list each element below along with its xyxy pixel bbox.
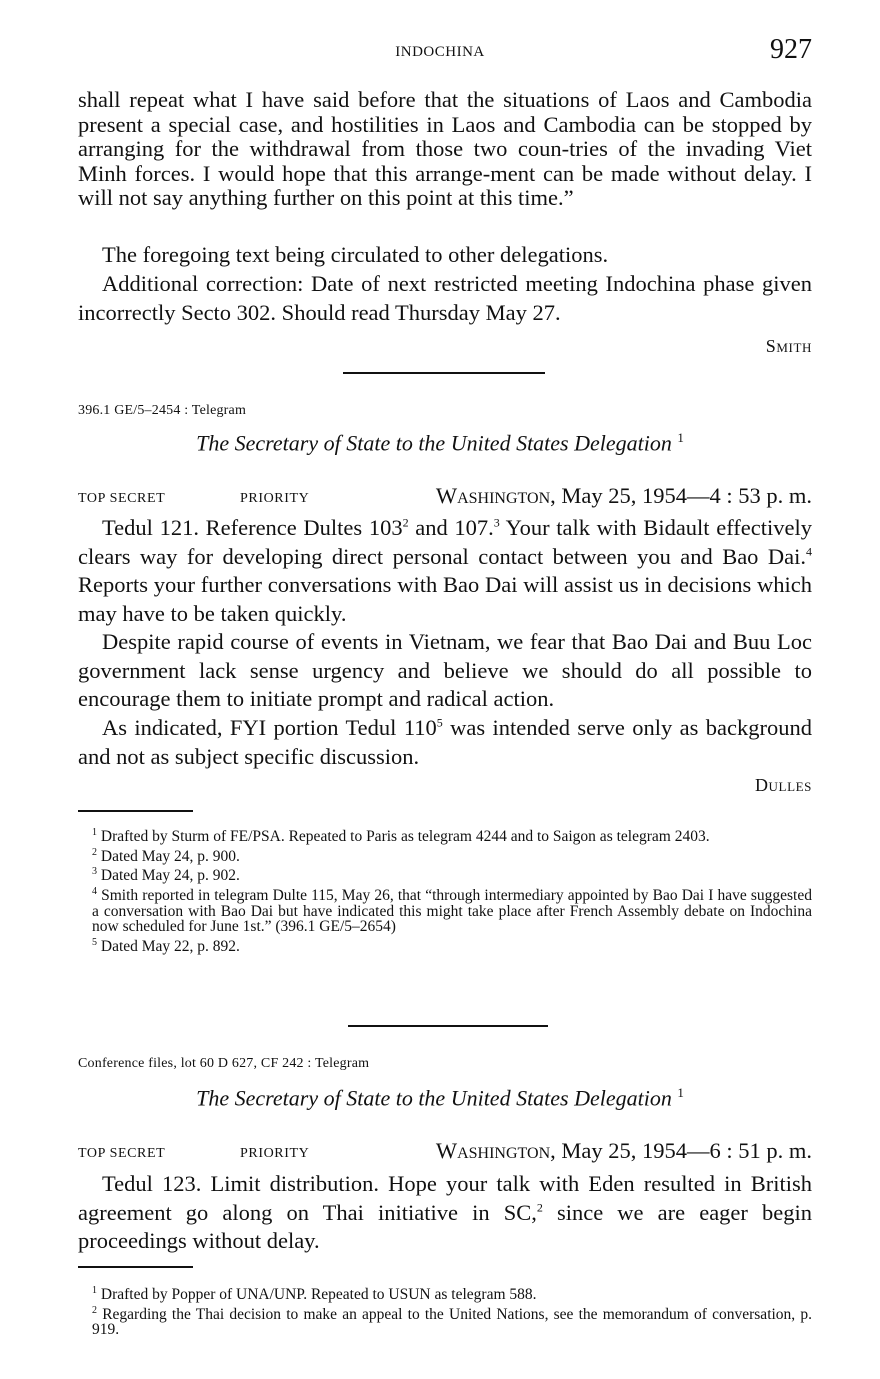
- footnote-marker: 4: [806, 544, 812, 558]
- footnote-number: 3: [92, 866, 97, 878]
- text-run: Your talk with Bidault effectively clears way for developing direct personal contact between you and Bao Dai.: [78, 515, 812, 569]
- section-divider: [343, 372, 545, 374]
- footnote-text: Dated May 22, p. 892.: [100, 937, 240, 955]
- footnote-marker: 5: [436, 715, 443, 730]
- file-reference: Conference files, lot 60 D 627, CF 242 : Telegram: [78, 1056, 370, 1071]
- footnote: [78, 1283, 812, 1303]
- telegram-paragraph: [78, 514, 812, 628]
- telegram-header: [78, 1138, 812, 1168]
- footnote-number: 2: [92, 846, 97, 858]
- text-run: Tedul 123. Limit distribution. Hope your talk with Eden resulted in British agreement go along on Thai initiative in SC,: [78, 1171, 812, 1225]
- footnote: [78, 825, 812, 845]
- priority: PRIORITY: [240, 491, 310, 506]
- footnote: [78, 864, 812, 884]
- footnote-text: Drafted by Sturm of FE/PSA. Repeated to Paris as telegram 4244 and to Saigon as telegram 2403.: [100, 828, 710, 846]
- footnote-number: 1: [92, 1285, 97, 1296]
- document-title: [0, 1085, 880, 1111]
- footnote: [78, 1303, 812, 1338]
- signature-dulles: Dulles: [754, 775, 812, 795]
- document-title-text: The Secretary of State to the United States Delegation: [196, 1085, 672, 1111]
- footnote-marker: 2: [402, 515, 409, 530]
- footnote-marker: 1: [677, 430, 684, 445]
- page-number: 927: [770, 34, 812, 65]
- telegram-paragraph: [78, 1170, 812, 1256]
- footnote-marker: 2: [536, 1200, 543, 1214]
- classification: TOP SECRET: [78, 1146, 166, 1161]
- correction-paragraph: Additional correction: Date of next restricted meeting Indochina phase given incorrectly Secto 302. Should read Thursday May 27.: [78, 271, 812, 325]
- footnote-text: Smith reported in telegram Dulte 115, May 26, that “through intermediary appointed by Bao Dai I have suggested a conversation with Bao Dai but have indicated this might take place after French Assembly debate on Indochina now scheduled for June 1st.” (396.1 GE/5–2654): [92, 887, 812, 936]
- priority: PRIORITY: [240, 1146, 310, 1161]
- footnote-rule: [78, 1266, 193, 1268]
- dateline-time: , May 25, 1954—6 : 51 p. m.: [550, 1138, 812, 1163]
- dateline: [436, 483, 812, 509]
- telegram-header: [78, 483, 812, 513]
- footnote: [78, 845, 812, 865]
- classification: TOP SECRET: [78, 491, 166, 506]
- dateline-place: Washington: [435, 483, 551, 508]
- footnote-rule: [78, 810, 193, 812]
- text-run: since we are eager begin proceedings without delay.: [78, 1199, 812, 1253]
- dateline-place: Washington: [435, 1138, 551, 1163]
- telegram-paragraph: Despite rapid course of events in Vietnam, we fear that Bao Dai and Buu Loc government lack sense urgency and believe we should do all possible to encourage them to initiate prompt and radical action.: [78, 629, 812, 711]
- telegram-paragraph: [78, 714, 812, 771]
- text-run: was intended serve only as background and not as subject specific discussion.: [78, 715, 812, 769]
- footnote-number: 5: [92, 936, 97, 948]
- circulation-note: The foregoing text being circulated to other delegations.: [102, 242, 609, 267]
- footnote-marker: 1: [677, 1085, 684, 1100]
- text-run: As indicated, FYI portion Tedul 110: [102, 715, 437, 740]
- footnote-text: Dated May 24, p. 900.: [100, 847, 240, 865]
- running-title: INDOCHINA: [395, 44, 485, 60]
- footnote-number: 2: [92, 1304, 97, 1316]
- footnote-number: 4: [92, 885, 97, 897]
- footnote-text: Drafted by Popper of UNA/UNP. Repeated to USUN as telegram 588.: [100, 1286, 537, 1304]
- document-title: [0, 430, 880, 456]
- dateline-time: , May 25, 1954—4 : 53 p. m.: [550, 483, 812, 508]
- footnote-text: Regarding the Thai decision to make an appeal to the United Nations, see the memorandum of conversation, p. 919.: [92, 1305, 812, 1339]
- dateline: [436, 1138, 812, 1164]
- footnotes: [78, 1283, 812, 1338]
- running-head: [0, 34, 880, 70]
- quote-paragraph: shall repeat what I have said before that the situations of Laos and Cambodia present a special case, and hostilities in Laos and Cambodia can be stopped by arranging for the withdrawal from those two coun-tries of the invading Viet Minh forces. I would hope that this arrange-ment can be made without delay. I will not say anything further on this point at this time.”: [78, 87, 812, 210]
- signature-smith: Smith: [765, 336, 812, 356]
- section-divider: [348, 1025, 548, 1027]
- footnote: [78, 884, 812, 935]
- document-title-text: The Secretary of State to the United States Delegation: [196, 430, 672, 456]
- text-run: and 107.: [408, 515, 494, 540]
- footnote: [78, 935, 812, 955]
- text-run: Tedul 121. Reference Dultes 103: [102, 515, 403, 540]
- text-run: Reports your further conversations with Bao Dai will assist us in decisions which may have to be taken quickly.: [78, 572, 812, 626]
- footnote-marker: 3: [493, 515, 500, 530]
- footnotes: [78, 825, 812, 954]
- footnote-text: Dated May 24, p. 902.: [100, 867, 240, 885]
- footnote-number: 1: [92, 827, 97, 838]
- file-reference: 396.1 GE/5–2454 : Telegram: [78, 403, 247, 418]
